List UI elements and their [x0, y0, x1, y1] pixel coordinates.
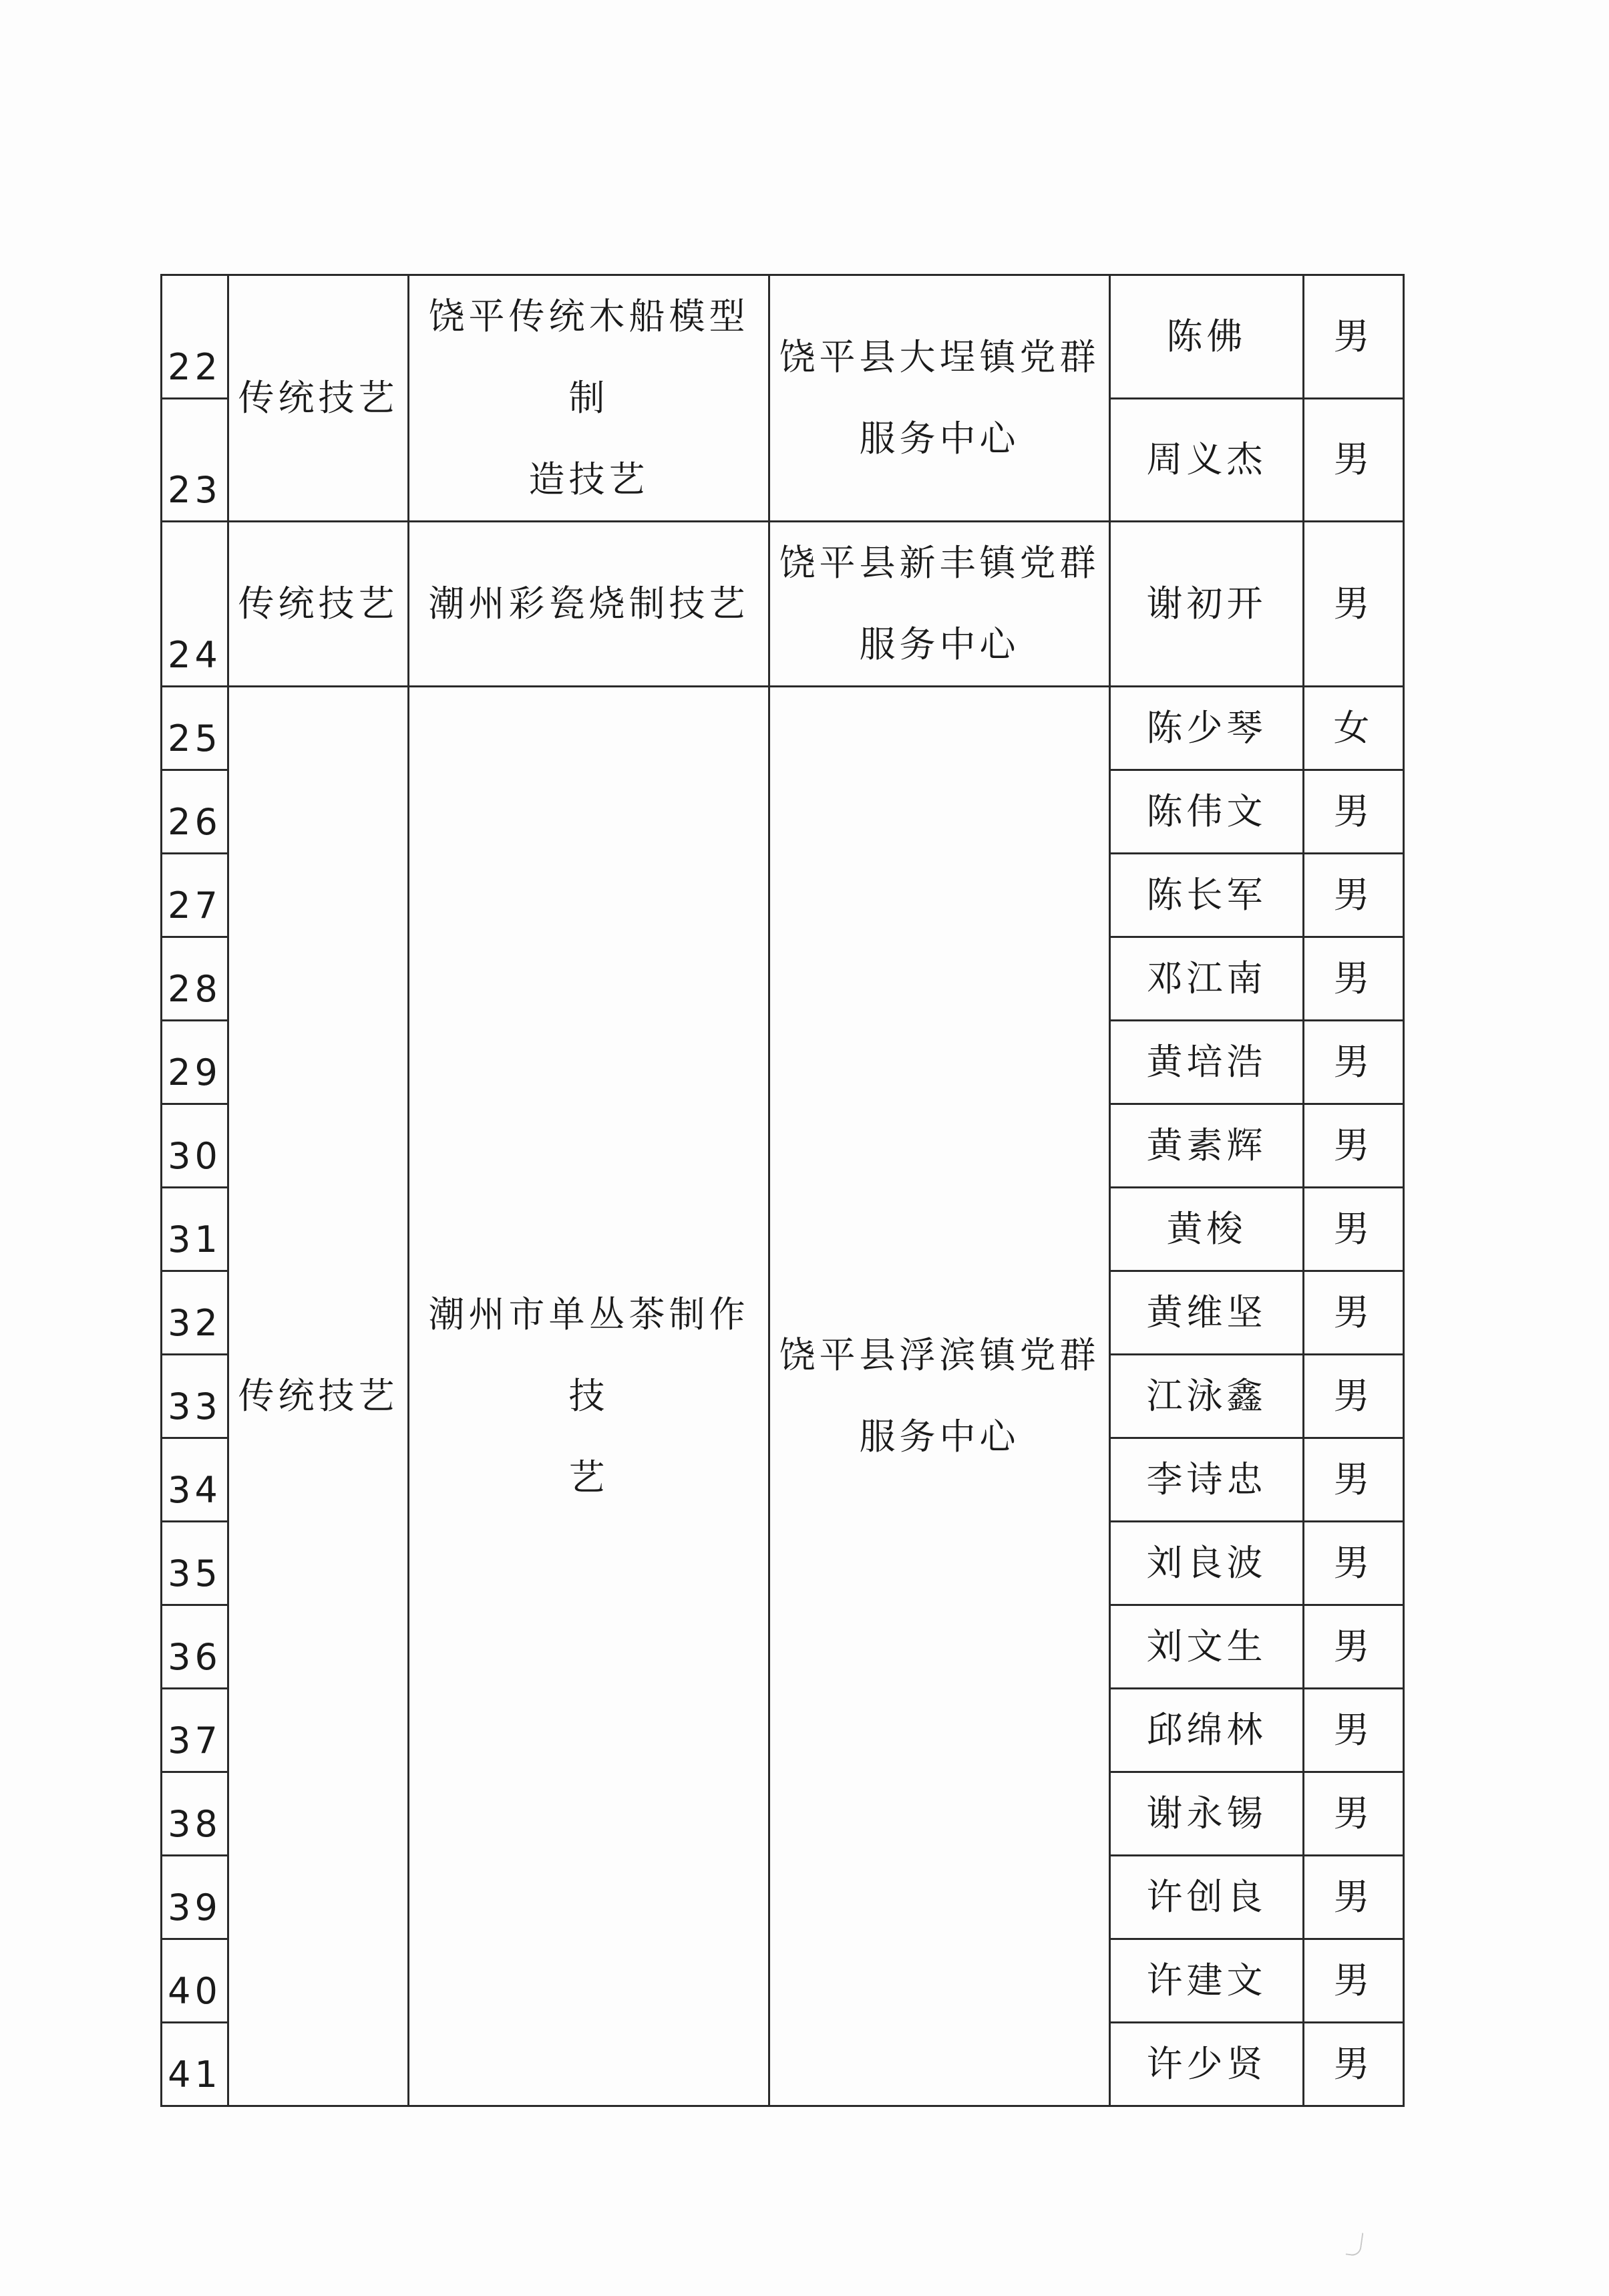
inheritor-name: 陈少琴: [1110, 687, 1304, 770]
inheritor-name: 谢初开: [1110, 522, 1304, 687]
protection-unit-cell: [769, 687, 1110, 2106]
inheritor-name: 邱绵林: [1110, 1689, 1304, 1772]
row-number: 24: [162, 522, 228, 687]
inheritor-sex: 男: [1304, 1605, 1404, 1689]
table-row: [162, 275, 1404, 399]
inheritor-sex: 女: [1304, 687, 1404, 770]
row-number: 25: [162, 687, 228, 770]
unit-line: 服务中心: [859, 623, 1020, 665]
inheritor-sex: 男: [1304, 2023, 1404, 2106]
inheritor-name: 黄梭: [1110, 1188, 1304, 1271]
unit-line: 服务中心: [859, 418, 1020, 460]
inheritor-name: 刘文生: [1110, 1605, 1304, 1689]
row-number: 27: [162, 854, 228, 937]
row-number: 22: [162, 275, 228, 399]
inheritor-name: 陈佛: [1110, 275, 1304, 399]
inheritor-sex: 男: [1304, 1104, 1404, 1188]
protection-unit-cell: [769, 275, 1110, 522]
row-number: 33: [162, 1355, 228, 1438]
inheritor-name: 陈长军: [1110, 854, 1304, 937]
unit-line: 饶平县浮滨镇党群: [779, 1334, 1100, 1376]
row-number: 26: [162, 770, 228, 854]
protection-unit-cell: [769, 522, 1110, 687]
inheritor-name: 黄维坚: [1110, 1271, 1304, 1355]
inheritor-name: 黄培浩: [1110, 1021, 1304, 1104]
inheritor-name: 陈伟文: [1110, 770, 1304, 854]
inheritor-name: 黄素辉: [1110, 1104, 1304, 1188]
row-number: 30: [162, 1104, 228, 1188]
unit-line: 饶平县新丰镇党群: [779, 542, 1100, 584]
row-number: 34: [162, 1438, 228, 1522]
inheritor-name: 谢永锡: [1110, 1772, 1304, 1856]
scan-mark: [1346, 2231, 1364, 2257]
project-cell: [409, 687, 769, 2106]
inheritor-sex: 男: [1304, 1856, 1404, 1939]
project-line: 饶平传统木船模型制: [428, 295, 749, 419]
row-number: 40: [162, 1939, 228, 2023]
inheritor-sex: 男: [1304, 937, 1404, 1021]
project-line: 艺: [568, 1456, 609, 1498]
inheritor-sex: 男: [1304, 1438, 1404, 1522]
row-number: 29: [162, 1021, 228, 1104]
project-line: 造技艺: [528, 458, 649, 500]
inheritor-sex: 男: [1304, 1271, 1404, 1355]
inheritor-name: 许少贤: [1110, 2023, 1304, 2106]
inheritor-sex: 男: [1304, 854, 1404, 937]
inheritor-name: 江泳鑫: [1110, 1355, 1304, 1438]
row-number: 38: [162, 1772, 228, 1856]
inheritor-name: 许创良: [1110, 1856, 1304, 1939]
inheritor-sex: 男: [1304, 1355, 1404, 1438]
inheritor-sex: 男: [1304, 1772, 1404, 1856]
table-row: [162, 687, 1404, 770]
row-number: 35: [162, 1522, 228, 1605]
inheritor-sex: 男: [1304, 1522, 1404, 1605]
inheritor-sex: 男: [1304, 1939, 1404, 2023]
inheritor-name: 邓江南: [1110, 937, 1304, 1021]
project-line: 潮州彩瓷烧制技艺: [428, 583, 749, 625]
project-cell: [409, 275, 769, 522]
project-line: 潮州市单丛茶制作技: [428, 1293, 749, 1417]
row-number: 41: [162, 2023, 228, 2106]
inheritor-sex: 男: [1304, 1689, 1404, 1772]
row-number: 39: [162, 1856, 228, 1939]
inheritor-sex: 男: [1304, 1021, 1404, 1104]
category-cell: 传统技艺: [228, 522, 409, 687]
unit-line: 服务中心: [859, 1416, 1020, 1458]
row-number: 36: [162, 1605, 228, 1689]
roster-body: [162, 275, 1404, 2106]
inheritor-sex: 男: [1304, 275, 1404, 399]
row-number: 28: [162, 937, 228, 1021]
category-cell: 传统技艺: [228, 275, 409, 522]
inheritor-sex: 男: [1304, 770, 1404, 854]
row-number: 37: [162, 1689, 228, 1772]
inheritor-name: 刘良波: [1110, 1522, 1304, 1605]
category-cell: 传统技艺: [228, 687, 409, 2106]
inheritor-roster-table: [160, 274, 1405, 2107]
row-number: 32: [162, 1271, 228, 1355]
inheritor-name: 李诗忠: [1110, 1438, 1304, 1522]
project-cell: [409, 522, 769, 687]
unit-line: 饶平县大埕镇党群: [779, 336, 1100, 378]
table-row: [162, 522, 1404, 687]
inheritor-sex: 男: [1304, 398, 1404, 522]
inheritor-sex: 男: [1304, 522, 1404, 687]
row-number: 23: [162, 398, 228, 522]
row-number: 31: [162, 1188, 228, 1271]
inheritor-name: 周义杰: [1110, 398, 1304, 522]
inheritor-sex: 男: [1304, 1188, 1404, 1271]
inheritor-name: 许建文: [1110, 1939, 1304, 2023]
